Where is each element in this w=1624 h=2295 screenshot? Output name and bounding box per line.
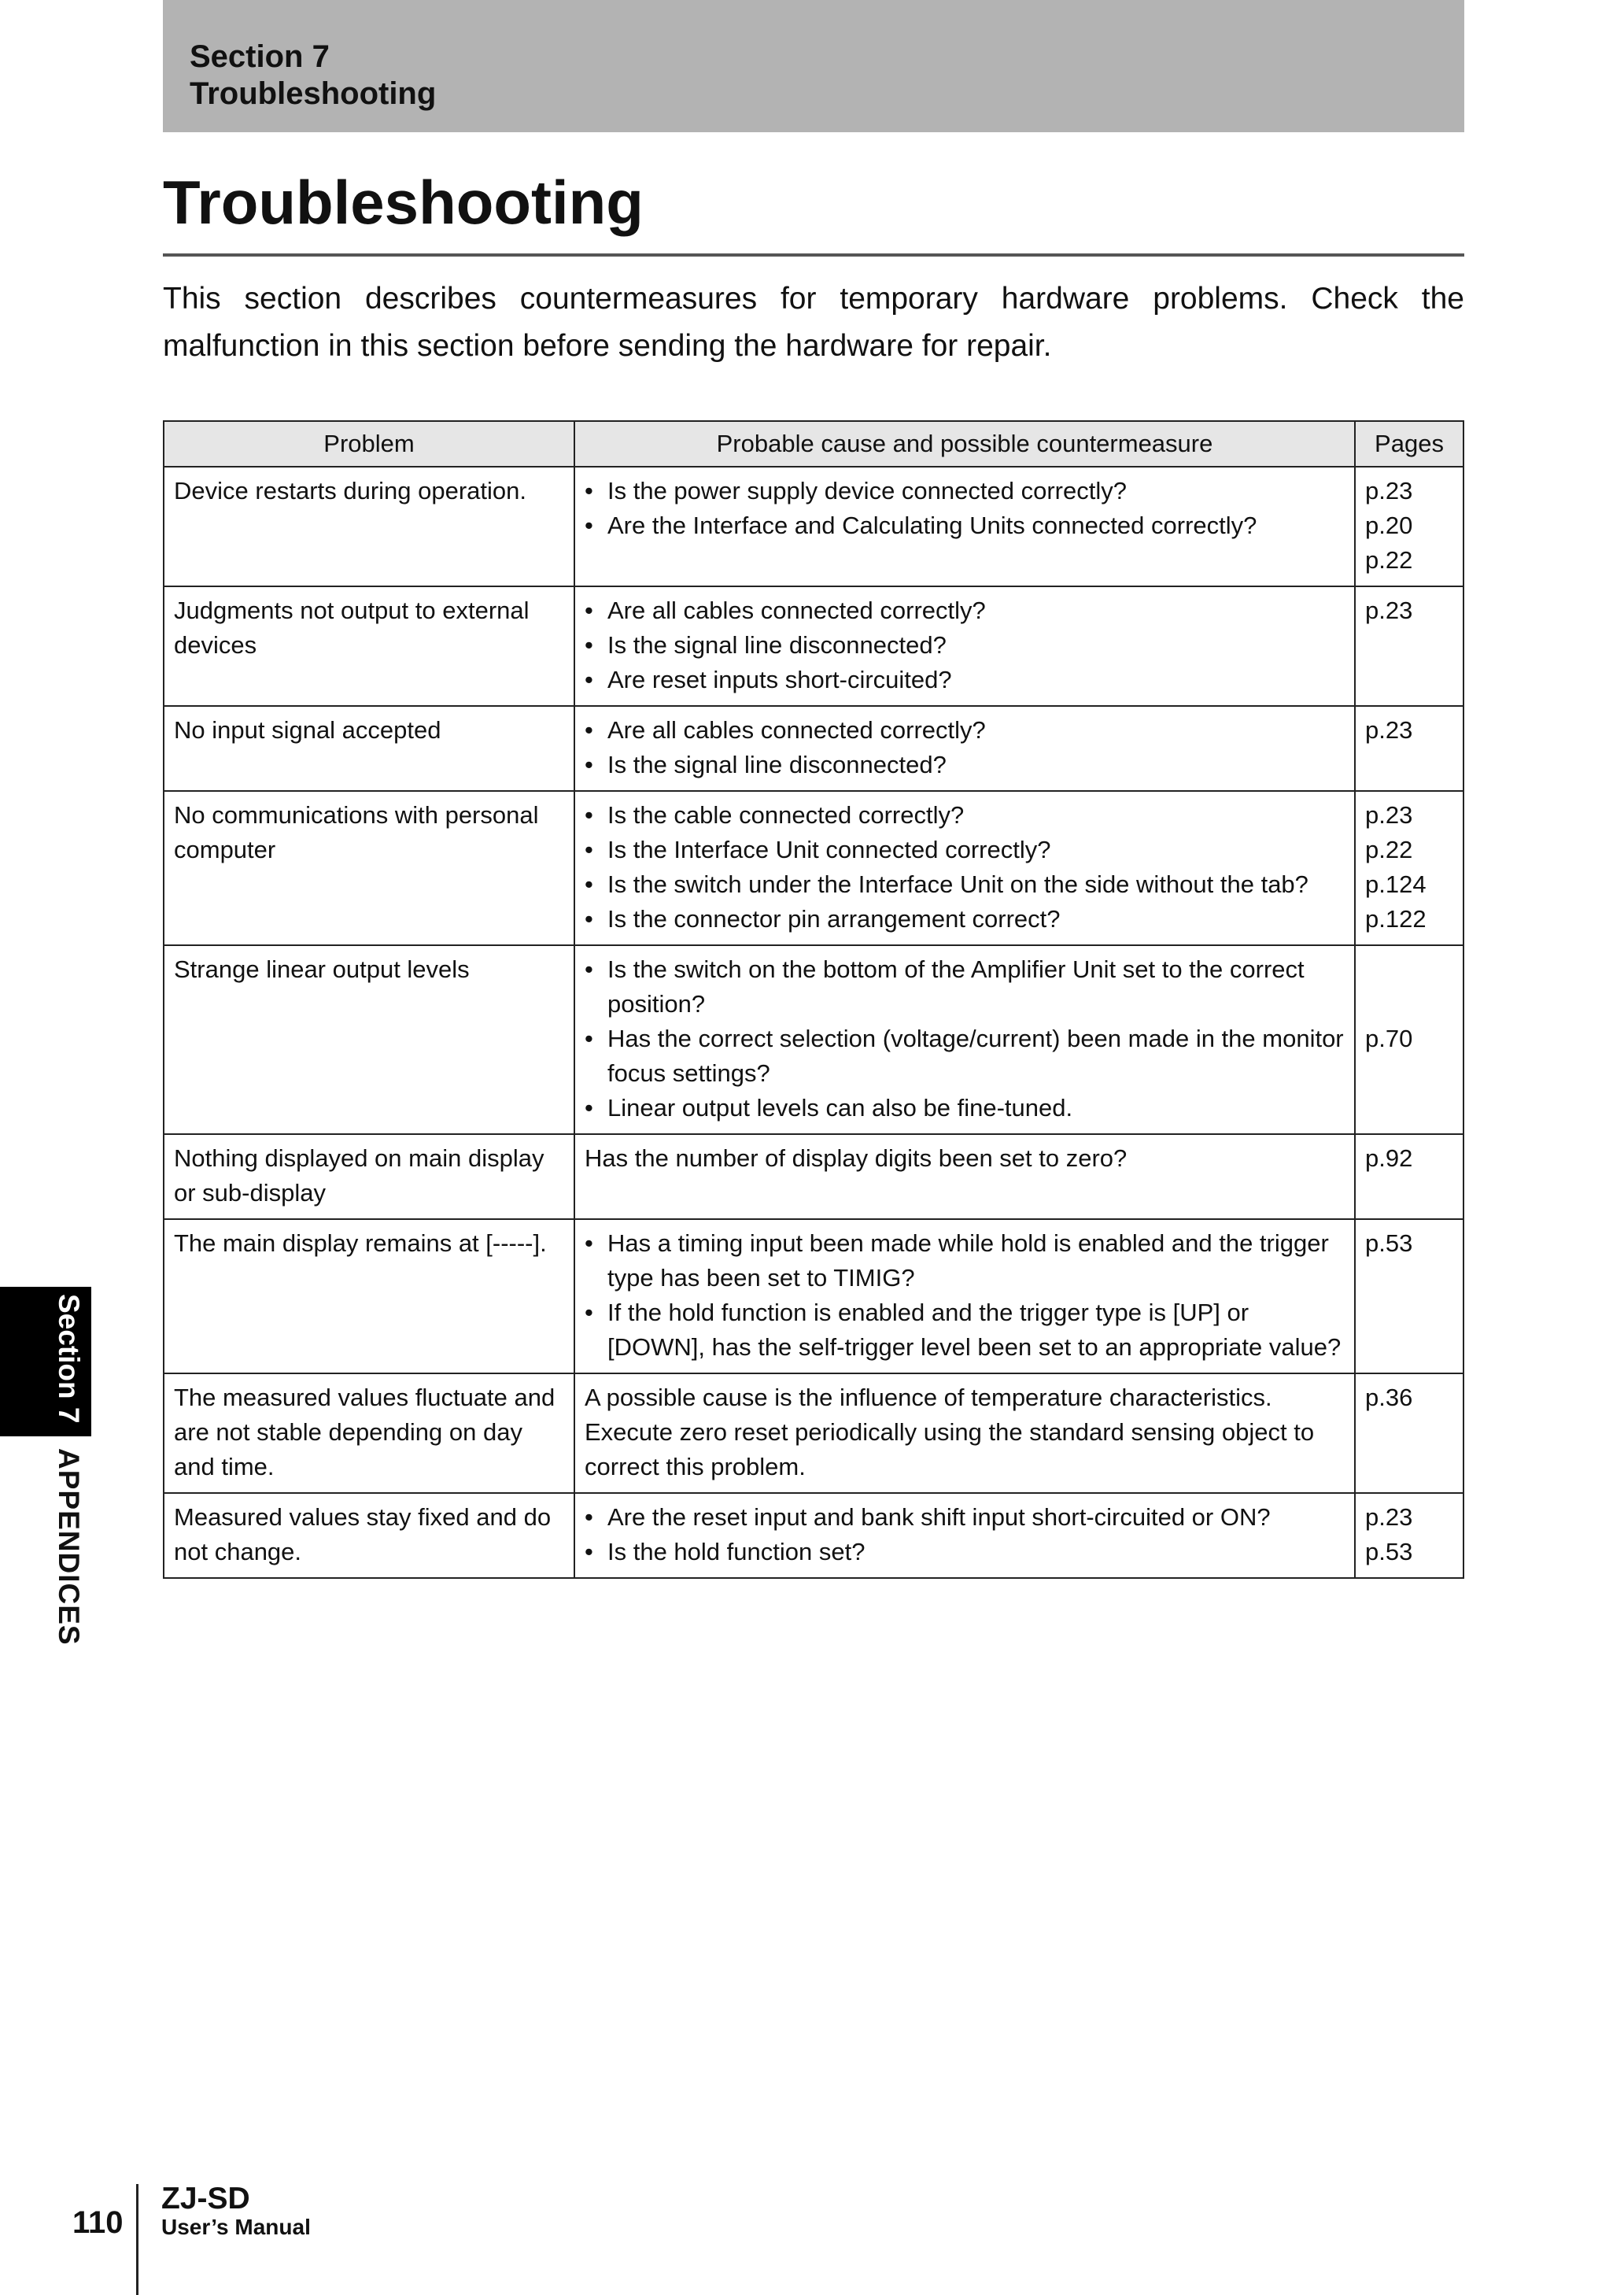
- cause-cell: [574, 945, 1355, 1134]
- section-header-band: [163, 0, 1464, 132]
- intro-paragraph: This section describes countermeasures for temporary hardware problems. Check the malfunction in this section before sending the hardware for repair.: [163, 282, 1464, 363]
- table-row: [164, 467, 1463, 586]
- table-row: [164, 1219, 1463, 1373]
- page-ref: p.23: [1365, 477, 1413, 504]
- appendices-side-label: APPENDICES: [53, 1448, 85, 1646]
- title-divider: [163, 253, 1464, 257]
- pages-cell: [1355, 706, 1463, 791]
- problem-cell: Strange linear output levels: [164, 945, 574, 1134]
- problem-cell: Device restarts during operation.: [164, 467, 574, 586]
- problem-cell: The measured values fluctuate and are not stable depending on day and time.: [164, 1373, 574, 1493]
- page-ref: p.92: [1365, 1144, 1413, 1172]
- pages-cell: [1355, 1134, 1463, 1219]
- cause-item: • If the hold function is enabled and the trigger type is [UP] or [DOWN], has the self-trigger level been set to an appropriate value?: [585, 1295, 1345, 1365]
- page-title: Troubleshooting: [163, 168, 644, 237]
- problem-cell: Nothing displayed on main display or sub-display: [164, 1134, 574, 1219]
- table-row: [164, 1134, 1463, 1219]
- table-row: [164, 1373, 1463, 1493]
- cause-cell: [574, 467, 1355, 586]
- cause-item: • Is the switch on the bottom of the Amplifier Unit set to the correct position?: [585, 952, 1345, 1022]
- cause-cell: [574, 1493, 1355, 1578]
- cause-cell: A possible cause is the influence of temperature characteristics. Execute zero reset periodically using the standard sensing object to correct this problem.: [574, 1373, 1355, 1493]
- problem-cell: The main display remains at [-----].: [164, 1219, 574, 1373]
- pages-cell: [1355, 1493, 1463, 1578]
- cause-cell: [574, 1219, 1355, 1373]
- cause-item: • Is the signal line disconnected?: [585, 748, 1345, 782]
- table-row: [164, 945, 1463, 1134]
- cause-item: • Are the reset input and bank shift input short-circuited or ON?: [585, 1500, 1345, 1535]
- footer-divider: [136, 2184, 138, 2295]
- page-ref: p.70: [1365, 1025, 1413, 1052]
- page-ref: p.23: [1365, 801, 1413, 829]
- page-ref: p.20: [1365, 512, 1413, 539]
- page-ref: p.53: [1365, 1229, 1413, 1257]
- pages-cell: [1355, 1373, 1463, 1493]
- column-header-pages: Pages: [1355, 421, 1463, 467]
- section-subtitle: Troubleshooting: [190, 76, 437, 111]
- cause-item: • Are all cables connected correctly?: [585, 713, 1345, 748]
- cause-item: • Are the Interface and Calculating Units connected correctly?: [585, 508, 1345, 543]
- pages-cell: [1355, 1219, 1463, 1373]
- cause-item: • Are all cables connected correctly?: [585, 593, 1345, 628]
- cause-item: • Is the hold function set?: [585, 1535, 1345, 1569]
- cause-item: • Is the power supply device connected correctly?: [585, 474, 1345, 508]
- page-ref: p.23: [1365, 597, 1413, 624]
- table-row: [164, 791, 1463, 945]
- cause-item: • Is the signal line disconnected?: [585, 628, 1345, 663]
- pages-cell: [1355, 945, 1463, 1134]
- page-ref: p.23: [1365, 716, 1413, 744]
- cause-item: • Is the connector pin arrangement correct?: [585, 902, 1345, 937]
- page-number: 110: [72, 2205, 124, 2240]
- page-ref: p.23: [1365, 1503, 1413, 1531]
- cause-item: • Are reset inputs short-circuited?: [585, 663, 1345, 697]
- page-ref: p.22: [1365, 836, 1413, 863]
- pages-cell: [1355, 586, 1463, 706]
- problem-cell: No input signal accepted: [164, 706, 574, 791]
- cause-cell: Has the number of display digits been set to zero?: [574, 1134, 1355, 1219]
- page-ref: p.122: [1365, 905, 1427, 933]
- page-ref: p.22: [1365, 546, 1413, 574]
- table-header-row: [164, 421, 1463, 467]
- page-ref: p.53: [1365, 1538, 1413, 1565]
- page-ref: p.36: [1365, 1384, 1413, 1411]
- column-header-cause: Probable cause and possible countermeasure: [574, 421, 1355, 467]
- cause-item: • Linear output levels can also be fine-tuned.: [585, 1091, 1345, 1125]
- problem-cell: Judgments not output to external devices: [164, 586, 574, 706]
- problem-cell: Measured values stay fixed and do not change.: [164, 1493, 574, 1578]
- cause-cell: [574, 706, 1355, 791]
- cause-item: • Is the Interface Unit connected correctly?: [585, 833, 1345, 867]
- table-row: [164, 1493, 1463, 1578]
- manual-name: User’s Manual: [161, 2215, 311, 2239]
- pages-cell: [1355, 467, 1463, 586]
- section-label: Section 7: [190, 39, 330, 74]
- section-side-tab-label: Section 7: [53, 1294, 85, 1424]
- table-row: [164, 586, 1463, 706]
- cause-item: • Is the cable connected correctly?: [585, 798, 1345, 833]
- cause-cell: [574, 586, 1355, 706]
- cause-cell: [574, 791, 1355, 945]
- cause-item: • Has a timing input been made while hold is enabled and the trigger type has been set to TIMIG?: [585, 1226, 1345, 1295]
- product-model: ZJ-SD: [161, 2182, 250, 2216]
- table-row: [164, 706, 1463, 791]
- page-ref: p.124: [1365, 870, 1427, 898]
- pages-cell: [1355, 791, 1463, 945]
- problem-cell: No communications with personal computer: [164, 791, 574, 945]
- cause-item: • Is the switch under the Interface Unit on the side without the tab?: [585, 867, 1345, 902]
- cause-item: • Has the correct selection (voltage/current) been made in the monitor focus settings?: [585, 1022, 1345, 1091]
- column-header-problem: Problem: [164, 421, 574, 467]
- troubleshooting-table: [163, 420, 1464, 1579]
